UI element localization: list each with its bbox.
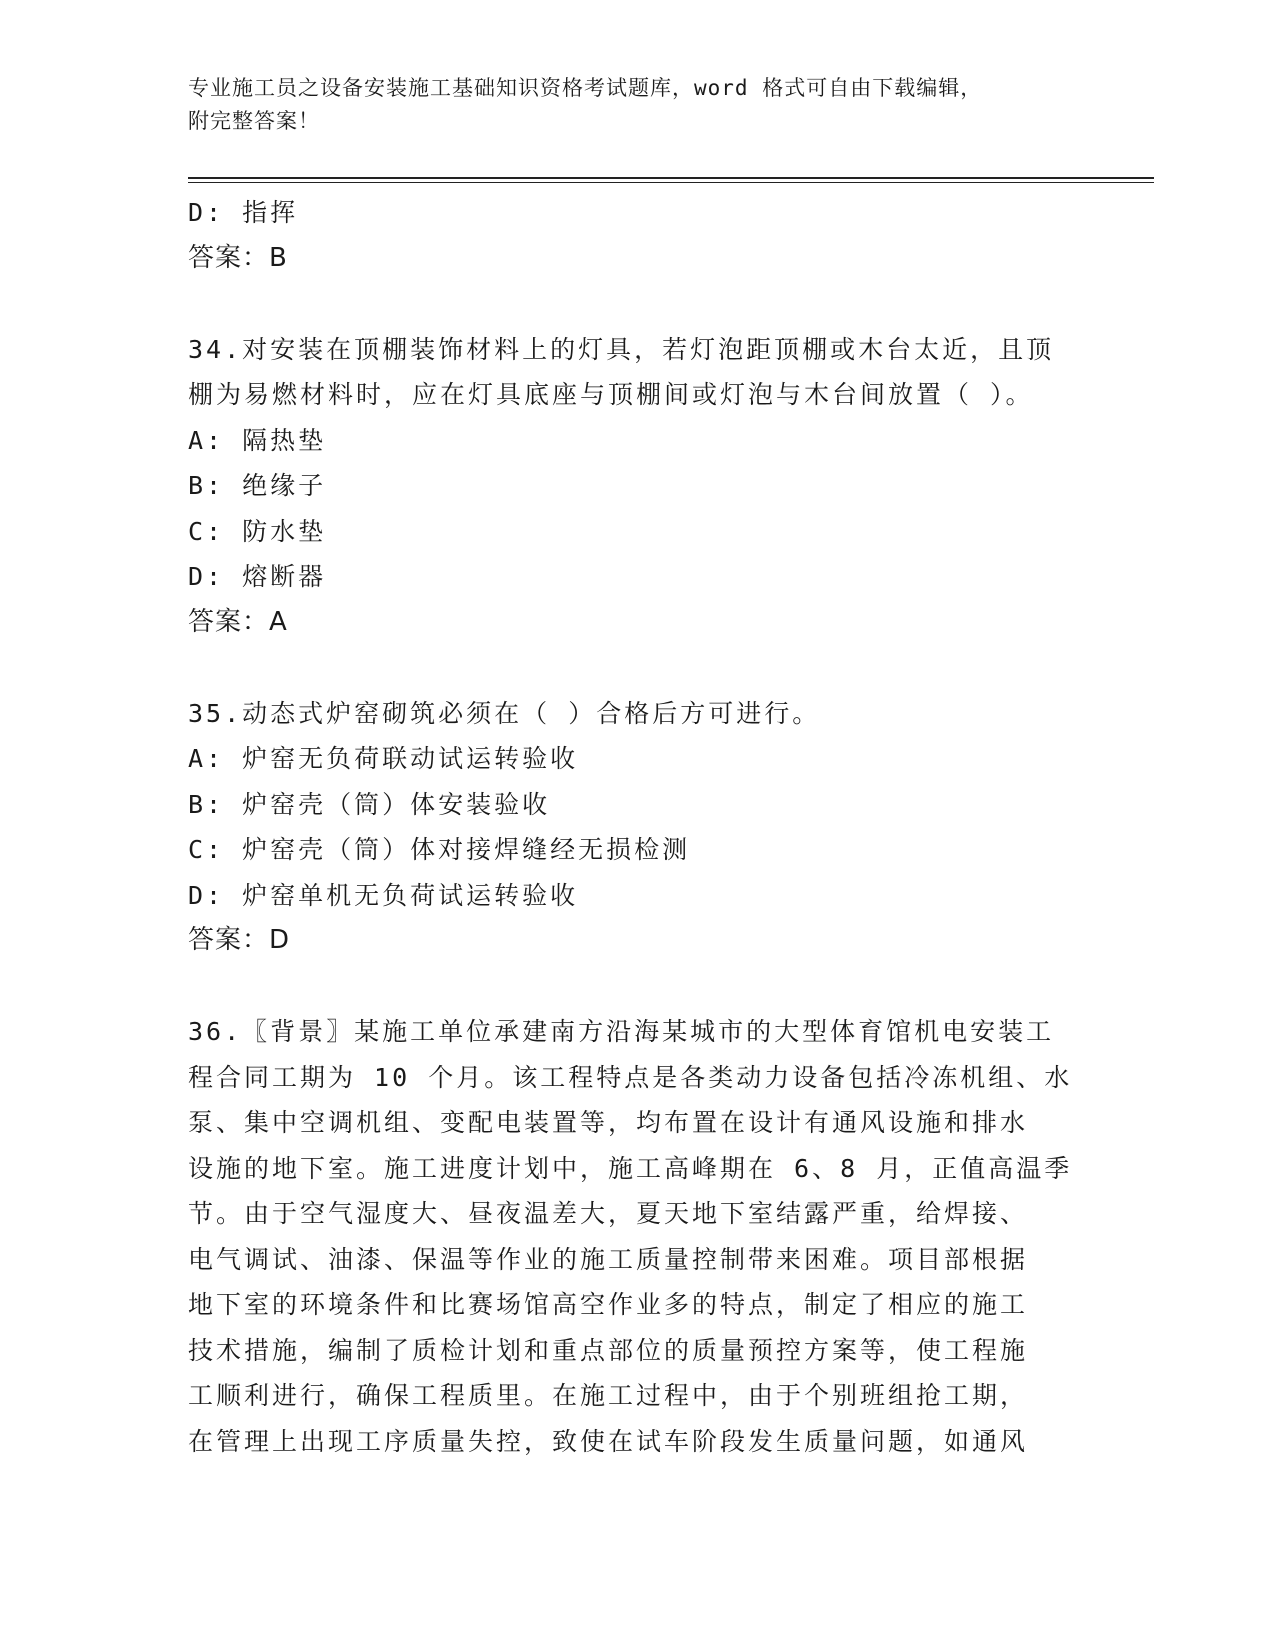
- q34-option-c: C: 防水垫: [188, 516, 327, 546]
- q36-line: 泵、集中空调机组、变配电装置等，均布置在设计有通风设施和排水: [188, 1108, 1029, 1137]
- q36-line: 设施的地下室。施工进度计划中，施工高峰期在 6、8 月，正值高温季: [188, 1153, 1073, 1183]
- question-33-tail: [188, 190, 1088, 281]
- q34-stem-line-1: 34.对安装在顶棚装饰材料上的灯具，若灯泡距顶棚或木台太近，且顶: [188, 334, 1055, 364]
- q36-line: 在管理上出现工序质量失控，致使在试车阶段发生质量问题，如通风: [188, 1426, 1029, 1456]
- q36-line: 技术措施，编制了质检计划和重点部位的质量预控方案等，使工程施: [188, 1335, 1029, 1365]
- q36-line: 节。由于空气湿度大、昼夜温差大，夏天地下室结露严重，给焊接、: [188, 1199, 1029, 1228]
- q33-option-d: D: 指挥: [188, 198, 299, 227]
- q34-answer: 答案：A: [188, 606, 288, 637]
- header-line-1: 专业施工员之设备安装施工基础知识资格考试题库，word 格式可自由下载编辑，: [188, 76, 983, 100]
- q34-option-b: B: 绝缘子: [188, 471, 327, 500]
- q34-stem-line-2: 棚为易燃材料时，应在灯具底座与顶棚间或灯泡与木台间放置（ ）。: [188, 380, 1034, 409]
- spacer: [188, 645, 1088, 691]
- header-divider-thin: [188, 182, 1154, 183]
- spacer: [188, 281, 1088, 327]
- q35-option-d: D: 炉窑单机无负荷试运转验收: [188, 880, 579, 910]
- q36-line: 工顺利进行，确保工程质里。在施工过程中，由于个别班组抢工期，: [188, 1381, 1029, 1410]
- document-header: [188, 72, 1088, 138]
- q33-answer: 答案：B: [188, 242, 288, 273]
- q34-option-a: A: 隔热垫: [188, 425, 327, 455]
- q35-option-a: A: 炉窑无负荷联动试运转验收: [188, 744, 579, 773]
- q36-line: 36.〖背景〗某施工单位承建南方沿海某城市的大型体育馆机电安装工: [188, 1017, 1055, 1046]
- q35-option-b: B: 炉窑壳（筒）体安装验收: [188, 789, 551, 819]
- document-body: [188, 190, 1088, 1464]
- q36-line: 地下室的环境条件和比赛场馆高空作业多的特点，制定了相应的施工: [188, 1290, 1029, 1319]
- q35-stem: 35.动态式炉窑砌筑必须在（ ）合格后方可进行。: [188, 698, 821, 728]
- header-divider-thick: [188, 177, 1154, 179]
- question-36: [188, 1009, 1088, 1464]
- q35-option-c: C: 炉窑壳（筒）体对接焊缝经无损检测: [188, 835, 691, 864]
- header-line-2: 附完整答案！: [188, 109, 320, 133]
- spacer: [188, 964, 1088, 1010]
- q35-answer: 答案：D: [188, 925, 291, 955]
- question-34: [188, 327, 1088, 646]
- q36-line: 程合同工期为 10 个月。该工程特点是各类动力设备包括冷冻机组、水: [188, 1062, 1073, 1092]
- q34-option-d: D: 熔断器: [188, 562, 327, 591]
- question-35: [188, 691, 1088, 964]
- q36-line: 电气调试、油漆、保温等作业的施工质量控制带来困难。项目部根据: [188, 1244, 1029, 1274]
